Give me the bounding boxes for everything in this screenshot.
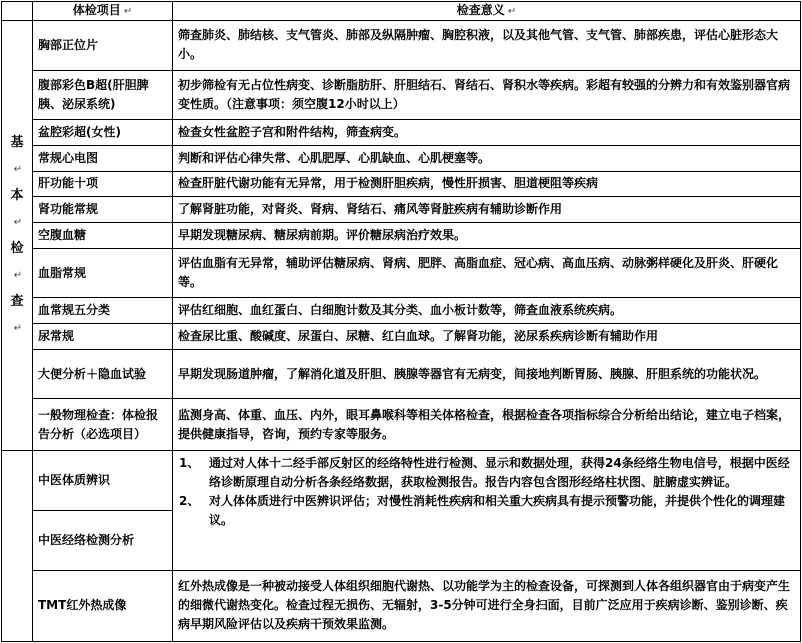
tcm-point-2 [179, 492, 794, 530]
table-row [2, 399, 801, 451]
item-name: 常规心电图 [33, 145, 173, 171]
item-meaning: 监测身高、体重、血压、内外，眼耳鼻喉科等相关体格检查，根据检查各项指标综合分析给出结论，建立电子档案，提供健康指导，咨询，预约专家等服务。 [173, 399, 801, 451]
item-meaning: 筛查肺炎、肺结核、支气管炎、肺部及纵隔肿瘤、胸腔积液，以及其他气管、支气管、肺部疾患，评估心脏形态大小。 [173, 21, 801, 71]
item-name-tcm-constitution: 中医体质辨识 [33, 451, 173, 511]
category-cell [2, 21, 33, 451]
item-name: 盆腔彩超(女性) [33, 120, 173, 146]
tcm-point-2-text: 对人体体质进行中医辨识评估；对慢性消耗性疾病和相关重大疾病具有提示预警功能，并提供个性化的调理建议。 [209, 494, 786, 528]
table-row [2, 70, 801, 120]
table-row [2, 349, 801, 399]
item-meaning: 评估血脂有无异常，辅助评估糖尿病、肾病、肥胖、高脂血症、冠心病、高血压病、动脉粥样硬化及肝炎、肝硬化等。 [173, 248, 801, 298]
category-cell-empty [2, 451, 33, 642]
table-row [2, 197, 801, 223]
table-row [2, 248, 801, 298]
table-row [2, 298, 801, 324]
item-meaning: 早期发现肠道肿瘤，了解消化道及肝胆、胰腺等器官有无病变，间接地判断胃肠、胰腺、肝胆系统的功能状况。 [173, 349, 801, 399]
item-name-tcm-meridian: 中医经络检测分析 [33, 510, 173, 570]
item-meaning: 检查女性盆腔子宫和附件结构，筛查病变。 [173, 120, 801, 146]
item-name: 胸部正位片 [33, 21, 173, 71]
table-row-tcm [2, 451, 801, 511]
tcm-point-2-number: 2、 [179, 494, 200, 509]
item-meaning-tcm [173, 451, 801, 571]
header-item [33, 2, 173, 21]
item-name: 大便分析＋隐血试验 [33, 349, 173, 399]
header-category [2, 2, 33, 21]
item-name-tmt: TMT红外热成像 [33, 570, 173, 641]
item-name: 空腹血糖 [33, 223, 173, 249]
category-label: 基 ↵ 本 ↵ 检 ↵ 查 ↵ [10, 134, 24, 334]
item-meaning: 了解肾脏功能，对肾炎、肾病、肾结石、痛风等肾脏疾病有辅助诊断作用 [173, 197, 801, 223]
return-mark-icon: ↵ [507, 6, 517, 17]
table-header-row [2, 2, 801, 21]
return-mark-icon: ↵ [13, 269, 23, 281]
tcm-point-1-text: 通过对人体十二经手部反射区的经络特性进行检测、显示和数据处理，获得24条经络生物电信号，根据中医经络诊断原理自动分析各条经络数据，获取检测报告。报告内容包含图形经络柱状图、脏腑虚实辨证。 [209, 456, 790, 490]
return-mark-icon: ↵ [13, 216, 23, 228]
table-row [2, 171, 801, 197]
header-item-label: 体检项目 [72, 3, 121, 17]
table-row [2, 145, 801, 171]
item-name: 肝功能十项 [33, 171, 173, 197]
item-meaning: 早期发现糖尿病、糖尿病前期。评价糖尿病治疗效果。 [173, 223, 801, 249]
item-meaning-tmt: 红外热成像是一种被动接受人体组织细胞代谢热、以功能学为主的检查设备，可探测到人体各组织器官由于病变产生的细微代谢热变化。检查过程无损伤、无辐射，3-5分钟可进行全身扫面，目前广泛应用于疾病诊断、鉴别诊断、疾病早期风险评估以及疾病干预效果监测。 [173, 570, 801, 641]
tcm-point-1-number: 1、 [179, 456, 200, 471]
item-meaning: 检查尿比重、酸碱度、尿蛋白、尿糖、红白血球。了解肾功能，泌尿系疾病诊断有辅助作用 [173, 324, 801, 350]
table-row-tmt [2, 570, 801, 641]
item-meaning: 初步筛检有无占位性病变、诊断脂肪肝、肝胆结石、肾结石、肾积水等疾病。彩超有较强的分辨力和有效鉴别器官病变性质。（注意事项：须空腹12小时以上） [173, 70, 801, 120]
item-name: 血常规五分类 [33, 298, 173, 324]
item-name: 一般物理检查：体检报告分析（必选项目） [33, 399, 173, 451]
item-meaning: 检查肝脏代谢功能有无异常，用于检测肝胆疾病，慢性肝损害、胆道梗阻等疾病 [173, 171, 801, 197]
header-meaning [173, 2, 801, 21]
item-meaning: 判断和评估心律失常、心肌肥厚、心肌缺血、心肌梗塞等。 [173, 145, 801, 171]
item-meaning: 评估红细胞、血红蛋白、白细胞计数及其分类、血小板计数等，筛查血液系统疾病。 [173, 298, 801, 324]
item-name: 腹部彩色B超(肝胆脾胰、泌尿系统) [33, 70, 173, 120]
header-meaning-label: 检查意义 [456, 3, 505, 17]
return-mark-icon: ↵ [123, 6, 133, 17]
item-name: 血脂常规 [33, 248, 173, 298]
exam-table [1, 1, 801, 642]
return-mark-icon: ↵ [13, 322, 23, 334]
return-mark-icon: ↵ [13, 163, 23, 175]
table-row [2, 21, 801, 71]
table-row [2, 324, 801, 350]
table-row [2, 120, 801, 146]
tcm-point-1 [179, 454, 794, 492]
table-row [2, 223, 801, 249]
item-name: 肾功能常规 [33, 197, 173, 223]
item-name: 尿常规 [33, 324, 173, 350]
